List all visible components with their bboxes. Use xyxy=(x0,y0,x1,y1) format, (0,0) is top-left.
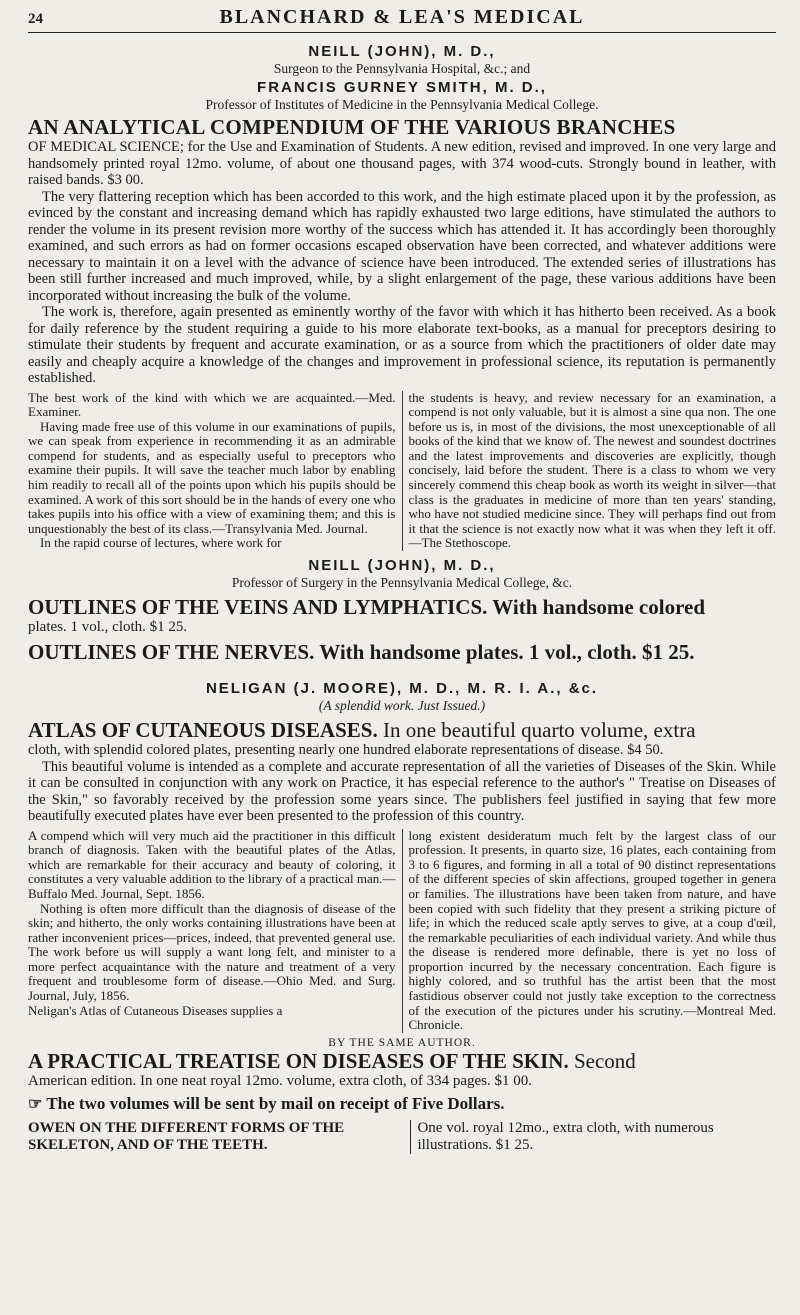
compendium-reviews xyxy=(28,391,776,552)
catalog-page xyxy=(28,0,776,1154)
review-transylvania: Having made free use of this volume in our examinations of pupils, we can speak from experience in recommending it as an admirable compend for students, and as especially useful to preceptors who examine their pupils. It will save the teacher much labor by enabling him readily to recall all of the points upon which his pupils should be examined. A work of this sort should be in the hands of every one who takes pupils into his office with a view of examining them; and this is unquestionably the best of its class.—Transylvania Med. Journal. xyxy=(28,418,396,536)
atlas-listing xyxy=(28,718,776,742)
compendium-reviews-right xyxy=(403,391,777,552)
veins-lymphatics-rest: With handsome colored xyxy=(492,595,706,620)
two-volumes-offer xyxy=(28,1094,776,1114)
atlas-title-rest: In one beautiful quarto volume, extra xyxy=(382,718,696,743)
review-med-examiner: The best work of the kind with which we are acquainted.—Med. Examiner. xyxy=(28,389,396,420)
running-head xyxy=(28,6,776,33)
review-montreal-start: Neligan's Atlas of Cutaneous Diseases supplies a xyxy=(28,1002,283,1018)
compendium-reviews-left xyxy=(28,391,403,552)
author-smith: FRANCIS GURNEY SMITH, M. D., xyxy=(257,79,547,96)
running-title: BLANCHARD & LEA'S MEDICAL xyxy=(219,6,585,28)
treatise-title: A PRACTICAL TREATISE ON DISEASES OF THE SKIN. xyxy=(28,1048,569,1073)
review-ohio: Nothing is often more difficult than the diagnosis of disease of the skin; and hitherto, the only works containing illustrations have been at rather inconvenient prices—prices, indeed, that prevented general use. The work before us will supply a want long felt, and minister to a more perfect acquaintance with the nature and treatment of a very frequent and troublesome form of disease.—Ohio Med. and Surg. Journal, July, 1856. xyxy=(28,900,396,1004)
same-author-heading: BY THE SAME AUTHOR. xyxy=(328,1036,476,1049)
compendium-title: AN ANALYTICAL COMPENDIUM OF THE VARIOUS BRANCHES xyxy=(28,115,676,139)
compendium-paragraph-1: The very flattering reception which has been accorded to this work, and the high estimate placed upon it by the profession, as evinced by the constant and increasing demand which has rapidly exhausted two large editions, have stimulated the authors to render the volume in its present revision more worthy of the success which has attended it. It has accordingly been thoroughly examined, and such errors as had on former occasions escaped observation have been corrected, and whatever additions were necessary to maintain it on a level with the advance of science have been introduced. The extended series of illustrations has been still further increased and much improved, while, by a slight enlargement of the page, these various additions have been incorporated without increasing the bulk of the volume. xyxy=(28,188,776,304)
owen-listing xyxy=(28,1120,776,1154)
compendium-paragraph-2: The work is, therefore, again presented as eminently worthy of the favor with which it has hitherto been received. As a book for daily reference by the student requiring a guide to his more elaborate text-books, as a manual for preceptors desiring to stimulate their students by frequent and accurate examination, or as a source from which the practitioners of older date may easily and cheaply acquire a knowledge of the changes and improvement in professional science, its reputation is permanently established. xyxy=(28,304,776,386)
treatise-rest: Second xyxy=(573,1048,636,1073)
owen-details: One vol. royal 12mo., extra cloth, with numerous illustrations. $1 25. xyxy=(417,1119,714,1153)
owen-title: OWEN ON THE DIFFERENT FORMS OF THE SKELETON, AND OF THE TEETH. xyxy=(28,1120,411,1154)
review-stethoscope-continued: the students is heavy, and review necessary for an examination, a compend is not only valuable, but it is almost a sine qua non. The one before us is, in most of the divisions, the most unexceptionable of all books of the kind that we know of. The newest and soundest doctrines and the latest improvements and discoveries are explicitly, though concisely, laid before the student. There is a class to whom we very sincerely commend this cheap book as worth its weight in silver—that class is the graduates in medicine of more than ten years' standing, who have not studied medicine since. They will perhaps find out from it that the science is not exactly now what it was when they left it off.—The Stethoscope. xyxy=(408,389,776,551)
nerves-title: OUTLINES OF THE NERVES. xyxy=(28,640,315,665)
pointing-hand-icon: ☞ xyxy=(28,1095,43,1113)
atlas-description: cloth, with splendid colored plates, presenting nearly one hundred elaborate representations of disease. $4 50. xyxy=(28,742,664,759)
review-buffalo: A compend which will very much aid the practitioner in this difficult branch of diagnosis. Taken with the beautiful plates of the Atlas, which are remarkable for their accuracy and beauty of coloring, it constitutes a very valuable addition to the library of a practical man.—Buffalo Med. Journal, Sept. 1856. xyxy=(28,827,396,901)
author-neill: NEILL (JOHN), M. D., xyxy=(308,43,496,60)
atlas-reviews xyxy=(28,829,776,1033)
compendium-description: OF MEDICAL SCIENCE; for the Use and Examination of Students. A new edition, revised and improved. In one very large and handsomely printed royal 12mo. volume, of about one thousand pages, with 374 wood-cuts. Strongly bound in leather, with raised bands. $3 00. xyxy=(28,139,776,188)
two-volumes-text: The two volumes will be sent by mail on receipt of Five Dollars. xyxy=(46,1093,505,1113)
veins-lymphatics-sub: plates. 1 vol., cloth. $1 25. xyxy=(28,619,188,636)
treatise-listing xyxy=(28,1049,776,1073)
author-neill-2: NEILL (JOHN), M. D., xyxy=(308,557,496,575)
veins-lymphatics-listing xyxy=(28,595,776,619)
author-smith-affiliation: Professor of Institutes of Medicine in the Pennsylvania Medical College. xyxy=(205,97,599,112)
treatise-sub: American edition. In one neat royal 12mo. volume, extra cloth, of 334 pages. $1 00. xyxy=(28,1072,533,1089)
review-montreal-continued: long existent desideratum much felt by the largest class of our profession. It presents, in quarto size, 16 plates, each containing from 3 to 6 figures, and forming in all a total of 90 distinct representations of the different species of skin affections, grouped together in genera or families. The illustrations have been taken from nature, and have been copied with such fidelity that they present a striking picture of life; in which the reduced scale aptly serves to give, at a coup d'œil, the remarkable peculiarities of each individual variety. And while thus the disease is rendered more definable, there is yet no loss of proportion incurred by the necessary concentration. Each figure is highly colored, and so truthful has the artist been that the most fastidious observer could not justly take exception to the correctness of the execution of the pictures under his scrutiny.—Montreal Med. Chronicle. xyxy=(408,827,776,1033)
neligan-note: (A splendid work. Just Issued.) xyxy=(318,698,486,714)
atlas-reviews-right xyxy=(403,829,777,1033)
author-neill-affiliation: Surgeon to the Pennsylvania Hospital, &c.; and xyxy=(273,61,531,76)
nerves-listing xyxy=(28,640,776,664)
atlas-title: ATLAS OF CUTANEOUS DISEASES. xyxy=(28,718,378,743)
author-neligan: NELIGAN (J. MOORE), M. D., M. R. I. A., &c. xyxy=(205,680,599,698)
veins-lymphatics-title: OUTLINES OF THE VEINS AND LYMPHATICS. xyxy=(28,595,488,620)
review-stethoscope-start: In the rapid course of lectures, where work for xyxy=(40,535,282,551)
page-number: 24 xyxy=(28,11,43,27)
atlas-reviews-left xyxy=(28,829,403,1033)
author-neill-2-affiliation: Professor of Surgery in the Pennsylvania Medical College, &c. xyxy=(231,575,573,591)
atlas-paragraph: This beautiful volume is intended as a complete and accurate representation of all the varieties of Diseases of the Skin. While it can be consulted in conjunction with any work on Practice, it has especial reference to the author's " Treatise on Diseases of the Skin," so favorably received by the profession some years since. The publishers feel justified in saying that few more beautifully executed plates have ever been presented to the profession of this country. xyxy=(28,758,776,825)
nerves-rest: With handsome plates. 1 vol., cloth. $1 25. xyxy=(319,640,695,665)
